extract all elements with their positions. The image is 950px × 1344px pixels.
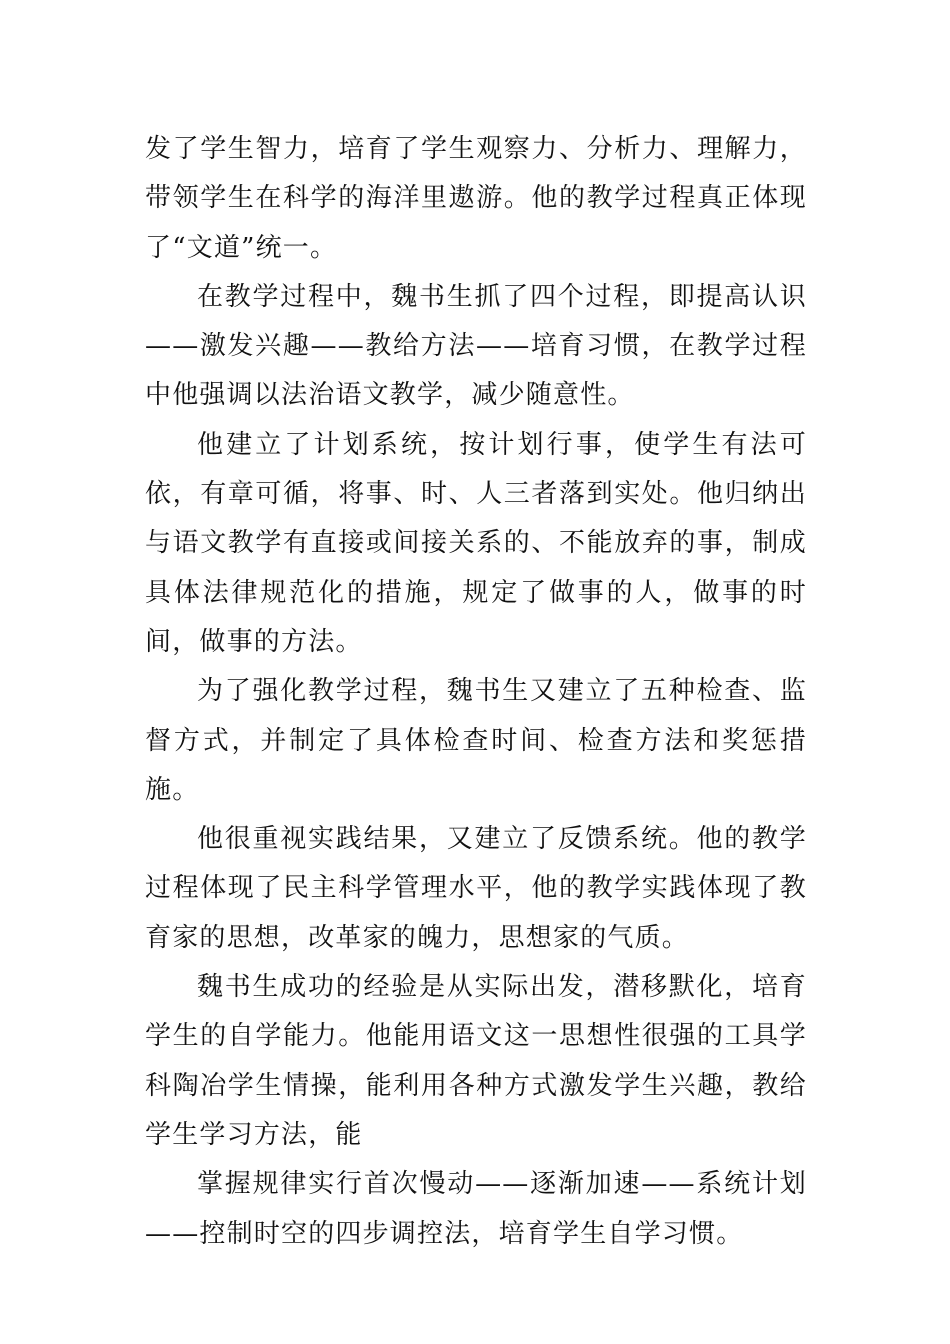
paragraph-4: 为了强化教学过程，魏书生又建立了五种检查、监督方式，并制定了具体检查时间、检查方法和奖惩措施。 (145, 676, 807, 805)
paragraph-2: 在教学过程中，魏书生抓了四个过程，即提高认识——激发兴趣——教给方法——培育习惯，在教学过程中他强调以法治语文教学，减少随意性。 (145, 281, 807, 411)
paragraph-5: 他很重视实践结果，又建立了反馈系统。他的教学过程体现了民主科学管理水平，他的教学实践体现了教育家的思想，改革家的魄力，思想家的气质。 (145, 824, 807, 953)
paragraph-3: 他建立了计划系统，按计划行事，使学生有法可依，有章可循，将事、时、人三者落到实处。他归纳出与语文教学有直接或间接关系的、不能放弃的事，制成具体法律规范化的措施，规定了做事的人，做事的时间，做事的方法。 (145, 429, 807, 657)
document-body (145, 125, 807, 1259)
paragraph-1: 发了学生智力，培育了学生观察力、分析力、理解力，带领学生在科学的海洋里遨游。他的教学过程真正体现了“文道”统一。 (145, 134, 807, 263)
paragraph-6: 魏书生成功的经验是从实际出发，潜移默化，培育学生的自学能力。他能用语文这一思想性很强的工具学科陶冶学生情操，能利用各种方式激发学生兴趣，教给学生学习方法，能 (145, 972, 807, 1150)
paragraph-7: 掌握规律实行首次慢动——逐渐加速——系统计划——控制时空的四步调控法，培育学生自学习惯。 (145, 1169, 807, 1249)
